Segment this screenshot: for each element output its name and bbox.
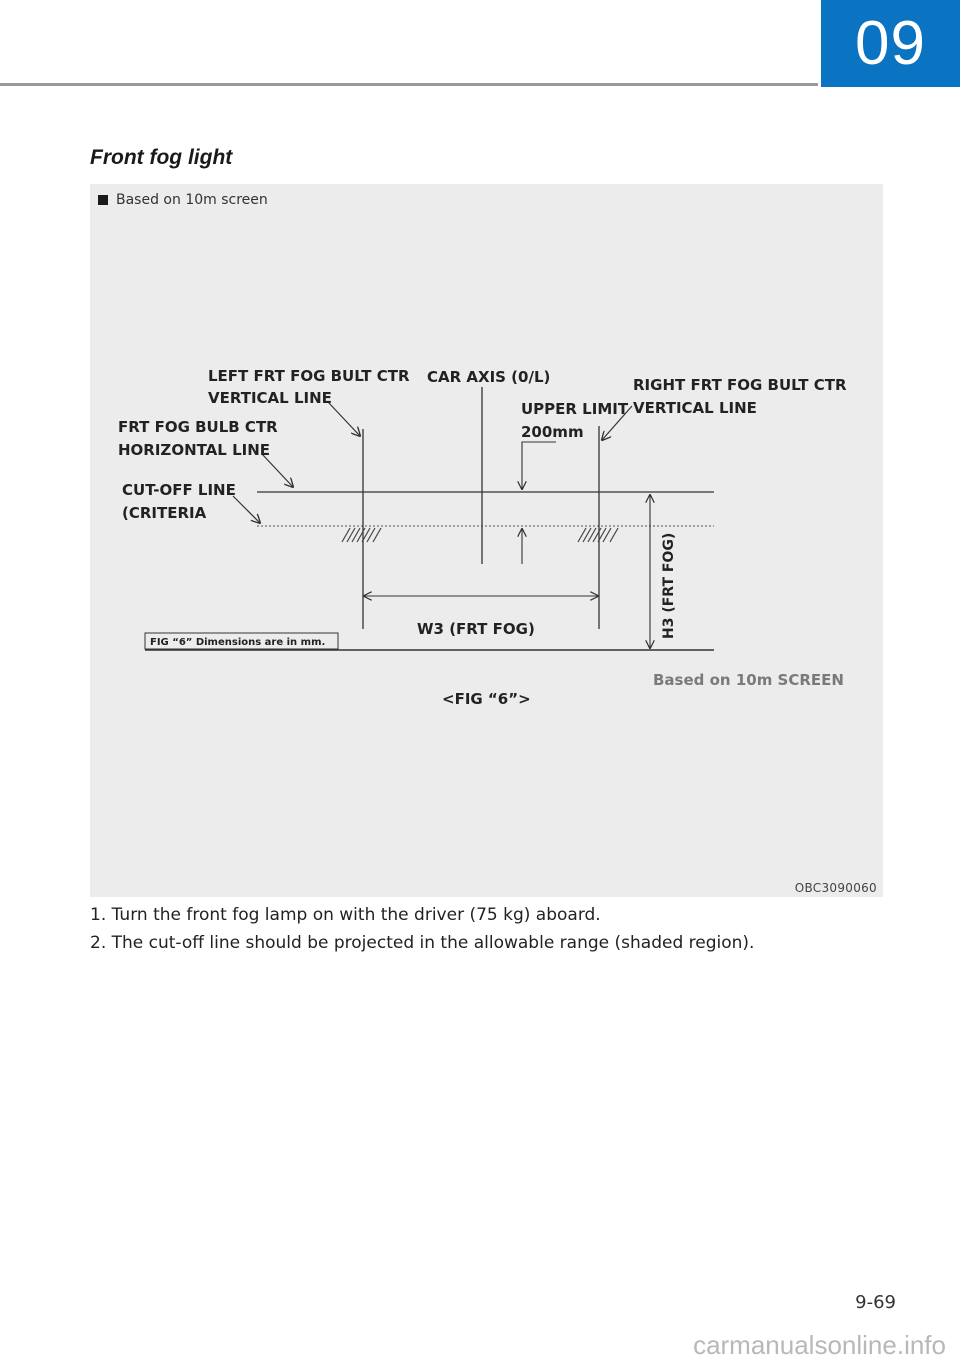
right-vertical-label-2: VERTICAL LINE xyxy=(633,399,757,417)
left-hatch xyxy=(342,528,381,542)
right-vertical-label: RIGHT FRT FOG BULT CTR xyxy=(633,376,847,394)
cutoff-leader xyxy=(233,496,260,523)
screen-note: Based on 10m SCREEN xyxy=(653,671,844,689)
page-number: 9-69 xyxy=(855,1292,896,1313)
section-title: Front fog light xyxy=(90,146,233,169)
upper-limit-leader xyxy=(522,442,556,489)
watermark: carmanualsonline.info xyxy=(693,1330,946,1360)
right-hatch xyxy=(578,528,618,542)
cutoff-line-label-2: (CRITERIA xyxy=(122,504,207,522)
step-1: 1. Turn the front fog lamp on with the driver (75 kg) aboard. xyxy=(90,905,601,925)
figure-caption-text: Based on 10m screen xyxy=(116,192,268,208)
upper-limit-value: 200mm xyxy=(521,423,584,441)
horizontal-line-label: FRT FOG BULB CTR xyxy=(118,418,278,436)
dimensions-note: FIG “6” Dimensions are in mm. xyxy=(150,637,326,648)
figure xyxy=(90,184,883,897)
figure-code: OBC3090060 xyxy=(794,881,877,895)
horizontal-line-label-2: HORIZONTAL LINE xyxy=(118,441,271,459)
cutoff-line-label: CUT-OFF LINE xyxy=(122,481,236,499)
chapter-tab: 09 xyxy=(821,0,960,87)
left-vertical-leader xyxy=(328,402,360,436)
step-2: 2. The cut-off line should be projected in the allowable range (shaded region). xyxy=(90,933,755,953)
h3-label: H3 (FRT FOG) xyxy=(661,532,677,639)
car-axis-label: CAR AXIS (0/L) xyxy=(427,368,551,386)
upper-limit-label: UPPER LIMIT xyxy=(521,400,629,418)
left-vertical-label-2: VERTICAL LINE xyxy=(208,389,332,407)
fig-name: <FIG “6”> xyxy=(442,690,531,708)
header-rule xyxy=(0,83,818,86)
w3-label: W3 (FRT FOG) xyxy=(417,620,535,638)
instruction-steps xyxy=(90,901,890,957)
left-vertical-label: LEFT FRT FOG BULT CTR xyxy=(208,367,410,385)
fog-light-diagram xyxy=(90,184,883,897)
